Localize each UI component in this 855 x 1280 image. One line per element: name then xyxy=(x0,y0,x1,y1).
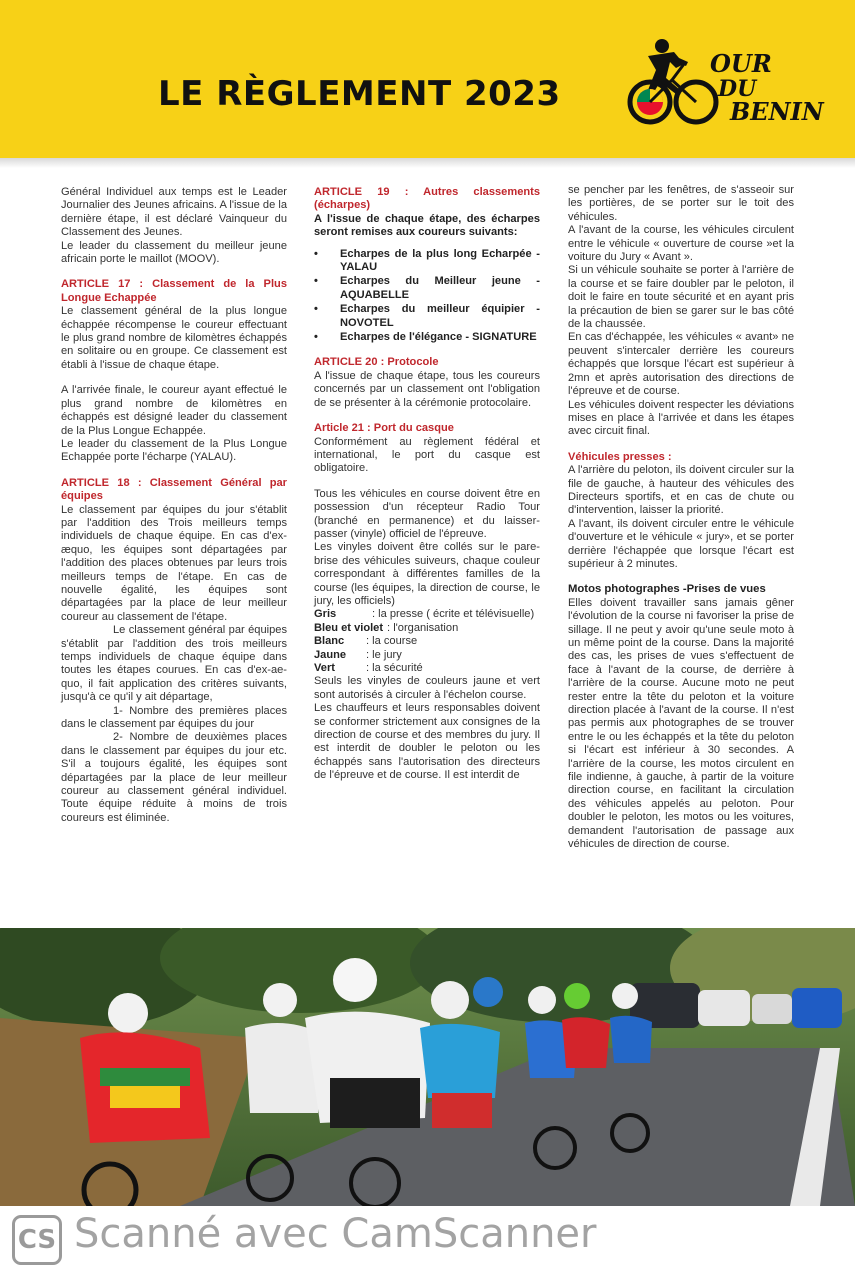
echarpes-list xyxy=(314,248,540,345)
paragraph: A l'issue de chaque étape, tous les coureurs concernés par un classement ont l'obligation de se présenter à la cérémonie protocolaire. xyxy=(314,369,540,409)
paragraph: Les vinyles doivent être collés sur le pare-brise des véhicules suiveurs, chaque couleur correspondant à différentes familles de la course (les équipes, la direction de course, le jury, les officiels) xyxy=(314,541,540,607)
page-title: LE RÈGLEMENT 2023 xyxy=(158,74,561,114)
color-row xyxy=(314,622,540,635)
paragraph: se pencher par les fenêtres, de s'asseoir sur les portières, de se porter sur le toit des véhicules. xyxy=(568,184,794,223)
camscanner-logo-icon: CS xyxy=(12,1215,62,1265)
paragraph: En cas d'échappée, les véhicules « avant» ne peuvent s'intercaler derrière les coureurs échappés que lorsque l'écart est supérieur à 2mn et après autorisation des directions de l'épreuve et de course. xyxy=(568,331,794,398)
color-name: Jaune xyxy=(314,648,347,661)
list-item: • Echarpes du Meilleur jeune - AQUABELLE xyxy=(340,275,540,302)
color-row xyxy=(314,649,540,662)
text-column-3 xyxy=(568,184,794,852)
list-item: • Echarpes de la plus long Echarpée - YALAU xyxy=(340,248,540,275)
paragraph: Les chauffeurs et leurs responsables doivent se conformer strictement aux consignes de la direction de course et des membres du jury. Il est interdit de doubler le peloton ou les échappés sans l'autorisation des directeurs de l'épreuve et de course. Il est interdit de xyxy=(314,702,540,782)
camscanner-watermark: Scanné avec CamScanner xyxy=(74,1211,597,1257)
paragraph: Les véhicules doivent respecter les déviations mises en place à l'arrivée et dans les étapes avec circuit final. xyxy=(568,398,794,438)
paragraph: 1- Nombre des premières places dans le classement par équipes du jour xyxy=(61,704,287,731)
logo-text-benin: BENIN xyxy=(730,97,824,126)
color-meaning: : la course xyxy=(366,635,418,648)
logo-text-du: DU xyxy=(718,76,757,102)
paragraph: Le classement général par équipes s'établit par l'addition des trois meilleurs temps individuels de chaque équipe dans toutes les étapes courues. En cas d'ex-ae-quo, il fait application des critères suivants, jusqu'à ce qu'il y ait départage, xyxy=(61,624,287,704)
article-21-heading: Article 21 : Port du casque xyxy=(314,422,454,435)
color-name: Blanc xyxy=(314,635,345,648)
paragraph: A l'arrière du peloton, ils doivent circuler sur la file de gauche, à hauteur des véhicules des Directeurs sportifs, et en cas de chute ou d'intervention, laisser la priorité. xyxy=(568,464,794,517)
paragraph: A l'avant de la course, les véhicules circulent entre le véhicule « ouverture de course »et la voiture du Jury « Avant ». xyxy=(568,224,794,264)
paragraph: 2- Nombre de deuxièmes places dans le classement par équipes du jour etc. S'il a toujours égalité, les équipes sont départagées par la place de leur meilleur coureur au classement général individuel. Toute équipe réduite à moins de trois coureurs est éliminée. xyxy=(61,731,287,824)
color-meaning: : l'organisation xyxy=(387,621,459,634)
color-name: Gris xyxy=(314,608,337,621)
paragraph: Elles doivent travailler sans jamais gêner l'évolution de la course ni favoriser la prise de sillage. Il ne peut y avoir qu'une seule moto à un même point de la course. Dans la majorité des cas, les prises de vues s'effectuent de face à l'avant de la course, de derrière à l'arrière de la course. Aucune moto ne peut rester entre la tête du peloton et la voiture direction placée à l'avant de la course. Il n'est pas permis aux photographes de se trouver entre le ou les échappés et la tête du peloton si l'écart est inférieur à 30 secondes. A l'arrière de la course, les motos circulent en file indienne, à gauche, à partir de la voiture direction course, en facilitant la circulation des véhicules appelés au peloton. Pour doubler le peloton, les motos ou les voitures, demandent l'autorisation de passage aux véhicules de direction de course. xyxy=(568,596,794,851)
paragraph: A l'avant, ils doivent circuler entre le véhicule d'ouverture et le véhicule « jury», et se porter derrière l'échappée que lorsque l'écart est supérieur à 2 minutes. xyxy=(568,517,794,570)
article-19-heading: ARTICLE 19 : Autres classements (écharpes) xyxy=(314,186,540,212)
logo-text-our: OUR xyxy=(710,49,772,78)
list-item: • Echarpes du meilleur équipier - NOVOTEL xyxy=(340,303,540,330)
paragraph: Si un véhicule souhaite se porter à l'arrière de la course et se faire doubler par le peloton, il doit le faire en toute sécurité et en ayant pris la précaution de bien se garer sur le bas côté de la chaussée. xyxy=(568,264,794,331)
peloton-photo xyxy=(0,928,855,1206)
paragraph: Le classement par équipes du jour s'établit par l'addition des Trois meilleurs temps individuels de chaque équipe. En cas d'ex-æquo, les équipes sont départagées par l'addition des places obtenues par leurs trois meilleurs temps de l'étape. En cas de nouvelle égalité, les équipes sont départagées par la place de leur meilleur coureur au classement de l'étape. xyxy=(61,503,287,623)
article-17-heading: ARTICLE 17 : Classement de la Plus Longue Echappée xyxy=(61,278,287,304)
list-item: • Echarpes de l'élégance - SIGNATURE xyxy=(340,331,540,344)
vehicules-presses-heading: Véhicules presses : xyxy=(568,450,672,463)
color-meaning: : la presse ( écrite et télévisuelle) xyxy=(372,608,535,621)
paragraph: Tous les véhicules en course doivent être en possession d'un récepteur Radio Tour (branché en permanence) et du laisser-passer (vinyle) officiel de l'épreuve. xyxy=(314,487,540,540)
paragraph: Le classement général de la plus longue échappée récompense le coureur effectuant le plus grand nombre de kilomètres échappés en solitaire ou en groupe. Ce classement est établi à l'issue de chaque étape. xyxy=(61,305,287,371)
paragraph: Conformément au règlement fédéral et international, le port du casque est obligatoire. xyxy=(314,435,540,475)
color-row xyxy=(314,608,540,621)
text-column-1 xyxy=(61,186,287,825)
color-name: Vert xyxy=(314,662,335,674)
article-18-heading: ARTICLE 18 : Classement Général par équipes xyxy=(61,476,287,503)
paragraph: Le leader du classement de la Plus Longue Echappée porte l'écharpe (YALAU). xyxy=(61,437,287,464)
color-name: Bleu et violet xyxy=(314,621,384,634)
paragraph: A l'issue de chaque étape, des écharpes seront remises aux coureurs suivants: xyxy=(314,212,540,239)
motos-photographes-heading: Motos photographes -Prises de vues xyxy=(568,583,766,596)
paragraph: Le leader du classement du meilleur jeune africain porte le maillot (MOOV). xyxy=(61,239,287,266)
paragraph: Général Individuel aux temps est le Leader Journalier des Jeunes africains. A l'issue de la dernière étape, il est déclaré Vainqueur du Classement des Jeunes. xyxy=(61,186,287,239)
color-row xyxy=(314,662,540,675)
header-shadow xyxy=(0,158,855,168)
color-meaning: : la sécurité xyxy=(366,662,423,674)
text-column-2 xyxy=(314,186,540,783)
article-20-heading: ARTICLE 20 : Protocole xyxy=(314,356,439,369)
tour-du-benin-logo xyxy=(626,34,824,140)
cyclists-photo-image xyxy=(0,928,855,1206)
color-meaning: : le jury xyxy=(366,648,402,661)
paragraph: A l'arrivée finale, le coureur ayant effectué le plus grand nombre de kilomètres en échappés est désigné leader du classement de la Plus Longue Echappée. xyxy=(61,384,287,437)
paragraph: Seuls les vinyles de couleurs jaune et vert sont autorisés à circuler à l'échelon course. xyxy=(314,675,540,701)
color-row xyxy=(314,635,540,648)
